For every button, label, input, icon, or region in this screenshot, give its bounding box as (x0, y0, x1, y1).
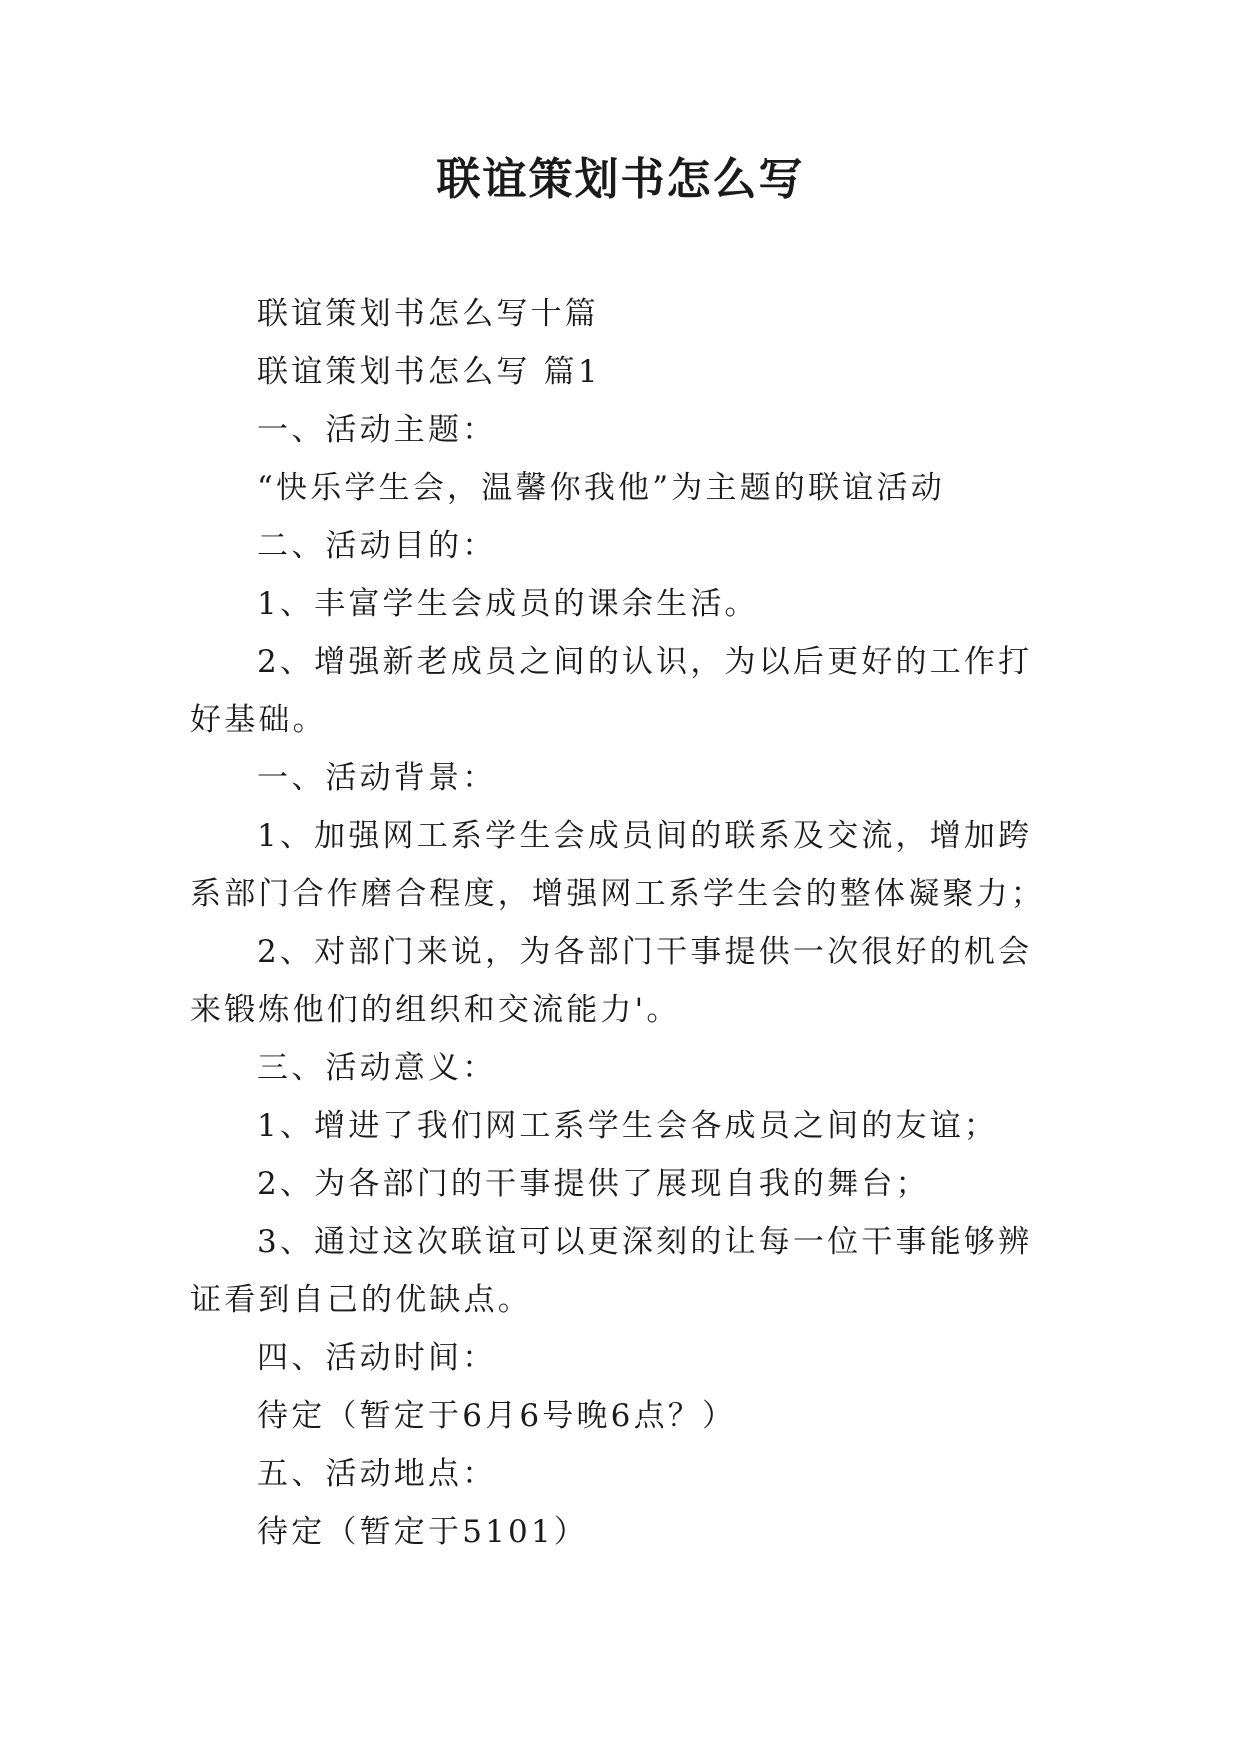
paragraph-location: 待定（暂定于5101） (257, 1514, 589, 1550)
paragraph-purpose-1: 1、丰富学生会成员的课余生活。 (257, 586, 759, 622)
paragraph-background-2: 2、对部门来说，为各部门干事提供一次很好的机会来锻炼他们的组织和交流能力'。 (190, 934, 1033, 1028)
paragraph-part-heading: 联谊策划书怎么写 篇1 (257, 354, 601, 390)
paragraph-purpose-2: 2、增强新老成员之间的认识，为以后更好的工作打好基础。 (190, 644, 1033, 738)
section-heading-location: 五、活动地点： (257, 1456, 497, 1492)
paragraph-significance-2: 2、为各部门的干事提供了展现自我的舞台； (257, 1166, 930, 1202)
paragraph-significance-3: 3、通过这次联谊可以更深刻的让每一位干事能够辨证看到自己的优缺点。 (190, 1224, 1033, 1318)
paragraph-theme: “快乐学生会，温馨你我他”为主题的联谊活动 (257, 470, 945, 506)
paragraph-background-1: 1、加强网工系学生会成员间的联系及交流，增加跨系部门合作磨合程度，增强网工系学生会的整体凝聚力； (190, 818, 1045, 912)
document-body (190, 285, 1052, 1561)
document-title: 联谊策划书怎么写 (436, 154, 805, 205)
section-heading-time: 四、活动时间： (257, 1340, 497, 1376)
section-heading-theme: 一、活动主题： (257, 412, 497, 448)
paragraph-subtitle: 联谊策划书怎么写十篇 (257, 296, 599, 332)
paragraph-time: 待定（暂定于6月6号晚6点？） (257, 1398, 737, 1434)
paragraph-significance-1: 1、增进了我们网工系学生会各成员之间的友谊； (257, 1108, 999, 1144)
section-heading-purpose: 二、活动目的： (257, 528, 497, 564)
section-heading-background: 一、活动背景： (257, 760, 497, 796)
section-heading-significance: 三、活动意义： (257, 1050, 497, 1086)
